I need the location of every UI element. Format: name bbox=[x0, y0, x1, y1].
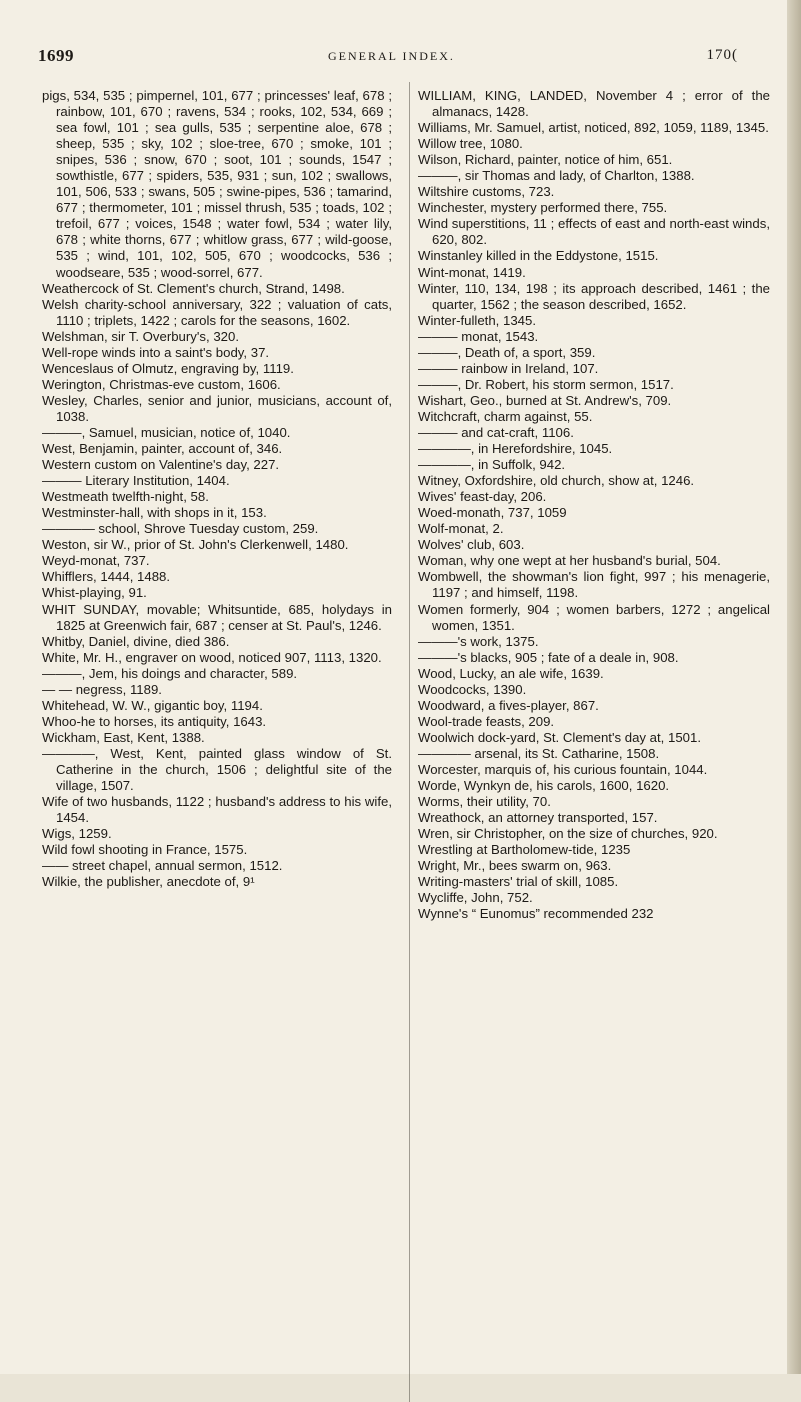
index-entry: Wreathock, an attorney transported, 157. bbox=[418, 810, 658, 826]
index-entry: pigs, 534, 535 ; pimpernel, 101, 677 ; princesses' leaf, 678 ; rainbow, 101, 670 ; ravens, 534 ; rooks, 102, 534, 669 ; sea fowl, 101 ; sea gulls, 535 ; serpentine aloe, 678 ; sheep, 535 ; sky, 102 ; sloe-tree, 670 ; smoke, 101 ; snipes, 536 ; snow, 670 ; soot, 101 ; sounds, 1547 ; sowthistle, 677 ; spiders, 535, 931 ; sun, 102 ; swallows, 101, 506, 533 ; swans, 505 ; swine-pipes, 536 ; tamarind, 677 ; thermometer, 101 ; missel thrush, 535 ; toads, 102 ; trefoil, 677 ; voices, 1548 ; water fowl, 534 ; water lily, 678 ; white thorns, 677 ; whitlow grass, 677 ; wild-goose, 535 ; wind, 101, 102, 505, 670 ; woodcocks, 536 ; woodseare, 535 ; wood-sorrel, 677. bbox=[42, 88, 392, 280]
index-entry: Winter, 110, 134, 198 ; its approach described, 1461 ; the quarter, 1562 ; the season described, 1652. bbox=[418, 280, 770, 312]
index-entry: Whoo-he to horses, its antiquity, 1643. bbox=[42, 713, 267, 729]
index-entry: Wilson, Richard, painter, notice of him, 651. bbox=[418, 152, 673, 168]
index-entry: Western custom on Valentine's day, 227. bbox=[42, 457, 280, 473]
index-entry: —— street chapel, annual sermon, 1512. bbox=[42, 858, 283, 874]
index-entry: WILLIAM, KING, LANDED, November 4 ; error of the almanacs, 1428. bbox=[418, 88, 770, 120]
index-entry: Westminster-hall, with shops in it, 153. bbox=[42, 505, 267, 521]
index-entry: Woed-monath, 737, 1059 bbox=[418, 505, 567, 521]
index-entry: ————, West, Kent, painted glass window of St. Catherine in the church, 1506 ; delightful site of the village, 1507. bbox=[42, 745, 392, 794]
index-entry: Witney, Oxfordshire, old church, show at, 1246. bbox=[418, 473, 695, 489]
index-entry: Whitehead, W. W., gigantic boy, 1194. bbox=[42, 697, 263, 713]
page-header bbox=[38, 46, 738, 68]
index-entry: White, Mr. H., engraver on wood, noticed 907, 1113, 1320. bbox=[42, 649, 382, 665]
index-entry: Weyd-monat, 737. bbox=[42, 553, 150, 569]
index-entry: Weathercock of St. Clement's church, Strand, 1498. bbox=[42, 280, 345, 296]
index-entry: Wickham, East, Kent, 1388. bbox=[42, 729, 205, 745]
index-entry: Winter-fulleth, 1345. bbox=[418, 312, 537, 328]
index-entry: Wycliffe, John, 752. bbox=[418, 890, 533, 906]
index-entry: Woodcocks, 1390. bbox=[418, 681, 527, 697]
index-entry: Westmeath twelfth-night, 58. bbox=[42, 489, 209, 505]
page-number-right: 170( bbox=[706, 47, 738, 63]
index-entry: WHIT SUNDAY, movable; Whitsuntide, 685, holydays in 1825 at Greenwich fair, 687 ; censer at St. Paul's, 1246. bbox=[42, 601, 392, 633]
index-entry: Wool-trade feasts, 209. bbox=[418, 713, 555, 729]
index-entry: Wolves' club, 603. bbox=[418, 537, 525, 553]
index-entry: Wood, Lucky, an ale wife, 1639. bbox=[418, 665, 604, 681]
index-entry: ———, Dr. Robert, his storm sermon, 1517. bbox=[418, 376, 674, 392]
index-entry: Wrestling at Bartholomew-tide, 1235 bbox=[418, 842, 631, 858]
index-entry: Wright, Mr., bees swarm on, 963. bbox=[418, 858, 612, 874]
index-entry: Wives' feast-day, 206. bbox=[418, 489, 547, 505]
index-entry: Wiltshire customs, 723. bbox=[418, 184, 555, 200]
index-entry: Wife of two husbands, 1122 ; husband's address to his wife, 1454. bbox=[42, 794, 392, 826]
index-entry: Woolwich dock-yard, St. Clement's day at, 1501. bbox=[418, 729, 702, 745]
index-entry: Willow tree, 1080. bbox=[418, 136, 523, 152]
index-entry: Wilkie, the publisher, anecdote of, 9¹ bbox=[42, 874, 255, 890]
index-entry: Wynne's “ Eunomus” recommended 232 bbox=[418, 906, 654, 922]
index-entry: Writing-masters' trial of skill, 1085. bbox=[418, 874, 619, 890]
index-entry: Welshman, sir T. Overbury's, 320. bbox=[42, 328, 239, 344]
index-entry: ———, sir Thomas and lady, of Charlton, 1388. bbox=[418, 168, 695, 184]
index-entry: — — negress, 1189. bbox=[42, 681, 162, 697]
index-entry: Worcester, marquis of, his curious fountain, 1044. bbox=[418, 761, 708, 777]
index-entry: Whist-playing, 91. bbox=[42, 585, 147, 601]
index-entry: Welsh charity-school anniversary, 322 ; valuation of cats, 1110 ; triplets, 1422 ; carols for the seasons, 1602. bbox=[42, 296, 392, 328]
index-entry: Werington, Christmas-eve custom, 1606. bbox=[42, 376, 281, 392]
index-entry: Wesley, Charles, senior and junior, musicians, account of, 1038. bbox=[42, 392, 392, 424]
index-entry: ——— monat, 1543. bbox=[418, 328, 539, 344]
index-entry: Worde, Wynkyn de, his carols, 1600, 1620. bbox=[418, 778, 670, 794]
index-entry: Women formerly, 904 ; women barbers, 1272 ; angelical women, 1351. bbox=[418, 601, 770, 633]
index-entry: ———— school, Shrove Tuesday custom, 259. bbox=[42, 521, 319, 537]
index-entry: Wigs, 1259. bbox=[42, 826, 112, 842]
index-entry: Worms, their utility, 70. bbox=[418, 794, 551, 810]
index-entry: Wint-monat, 1419. bbox=[418, 264, 526, 280]
index-entry: ———, Jem, his doings and character, 589. bbox=[42, 665, 298, 681]
index-entry: ——— and cat-craft, 1106. bbox=[418, 424, 574, 440]
index-entry: ——— rainbow in Ireland, 107. bbox=[418, 360, 599, 376]
index-entry: Wombwell, the showman's lion fight, 997 ; his menagerie, 1197 ; and himself, 1198. bbox=[418, 569, 770, 601]
index-entry: ————, in Suffolk, 942. bbox=[418, 457, 566, 473]
index-entry: Wolf-monat, 2. bbox=[418, 521, 504, 537]
index-entry: Winstanley killed in the Eddystone, 1515. bbox=[418, 248, 659, 264]
index-entry: ———, Samuel, musician, notice of, 1040. bbox=[42, 424, 291, 440]
index-entry: ——— Literary Institution, 1404. bbox=[42, 473, 230, 489]
index-entry: Weston, sir W., prior of St. John's Clerkenwell, 1480. bbox=[42, 537, 349, 553]
left-column bbox=[42, 88, 392, 890]
index-entry: Woman, why one wept at her husband's burial, 504. bbox=[418, 553, 721, 569]
page-number-left: 1699 bbox=[38, 46, 74, 65]
index-entry: ———'s blacks, 905 ; fate of a deale in, 908. bbox=[418, 649, 679, 665]
index-entry: Wishart, Geo., burned at St. Andrew's, 709. bbox=[418, 392, 672, 408]
index-entry: Williams, Mr. Samuel, artist, noticed, 892, 1059, 1189, 1345. bbox=[418, 120, 769, 136]
running-title: GENERAL INDEX. bbox=[328, 49, 455, 63]
index-entry: Whitby, Daniel, divine, died 386. bbox=[42, 633, 230, 649]
index-entry: Wenceslaus of Olmutz, engraving by, 1119. bbox=[42, 360, 294, 376]
index-entry: Winchester, mystery performed there, 755. bbox=[418, 200, 668, 216]
index-entry: ————, in Herefordshire, 1045. bbox=[418, 441, 613, 457]
right-column bbox=[418, 88, 770, 922]
page-edge bbox=[787, 0, 801, 1374]
index-entry: ———— arsenal, its St. Catharine, 1508. bbox=[418, 745, 660, 761]
column-divider bbox=[409, 82, 410, 1402]
index-entry: Witchcraft, charm against, 55. bbox=[418, 408, 593, 424]
index-entry: Wind superstitions, 11 ; effects of east and north-east winds, 620, 802. bbox=[418, 216, 770, 248]
index-entry: Wild fowl shooting in France, 1575. bbox=[42, 842, 248, 858]
index-entry: Whifflers, 1444, 1488. bbox=[42, 569, 171, 585]
index-entry: Wren, sir Christopher, on the size of churches, 920. bbox=[418, 826, 718, 842]
index-entry: Woodward, a fives-player, 867. bbox=[418, 697, 599, 713]
index-entry: Well-rope winds into a saint's body, 37. bbox=[42, 344, 270, 360]
index-entry: ———, Death of, a sport, 359. bbox=[418, 344, 596, 360]
index-entry: ———'s work, 1375. bbox=[418, 633, 539, 649]
index-entry: West, Benjamin, painter, account of, 346. bbox=[42, 441, 283, 457]
